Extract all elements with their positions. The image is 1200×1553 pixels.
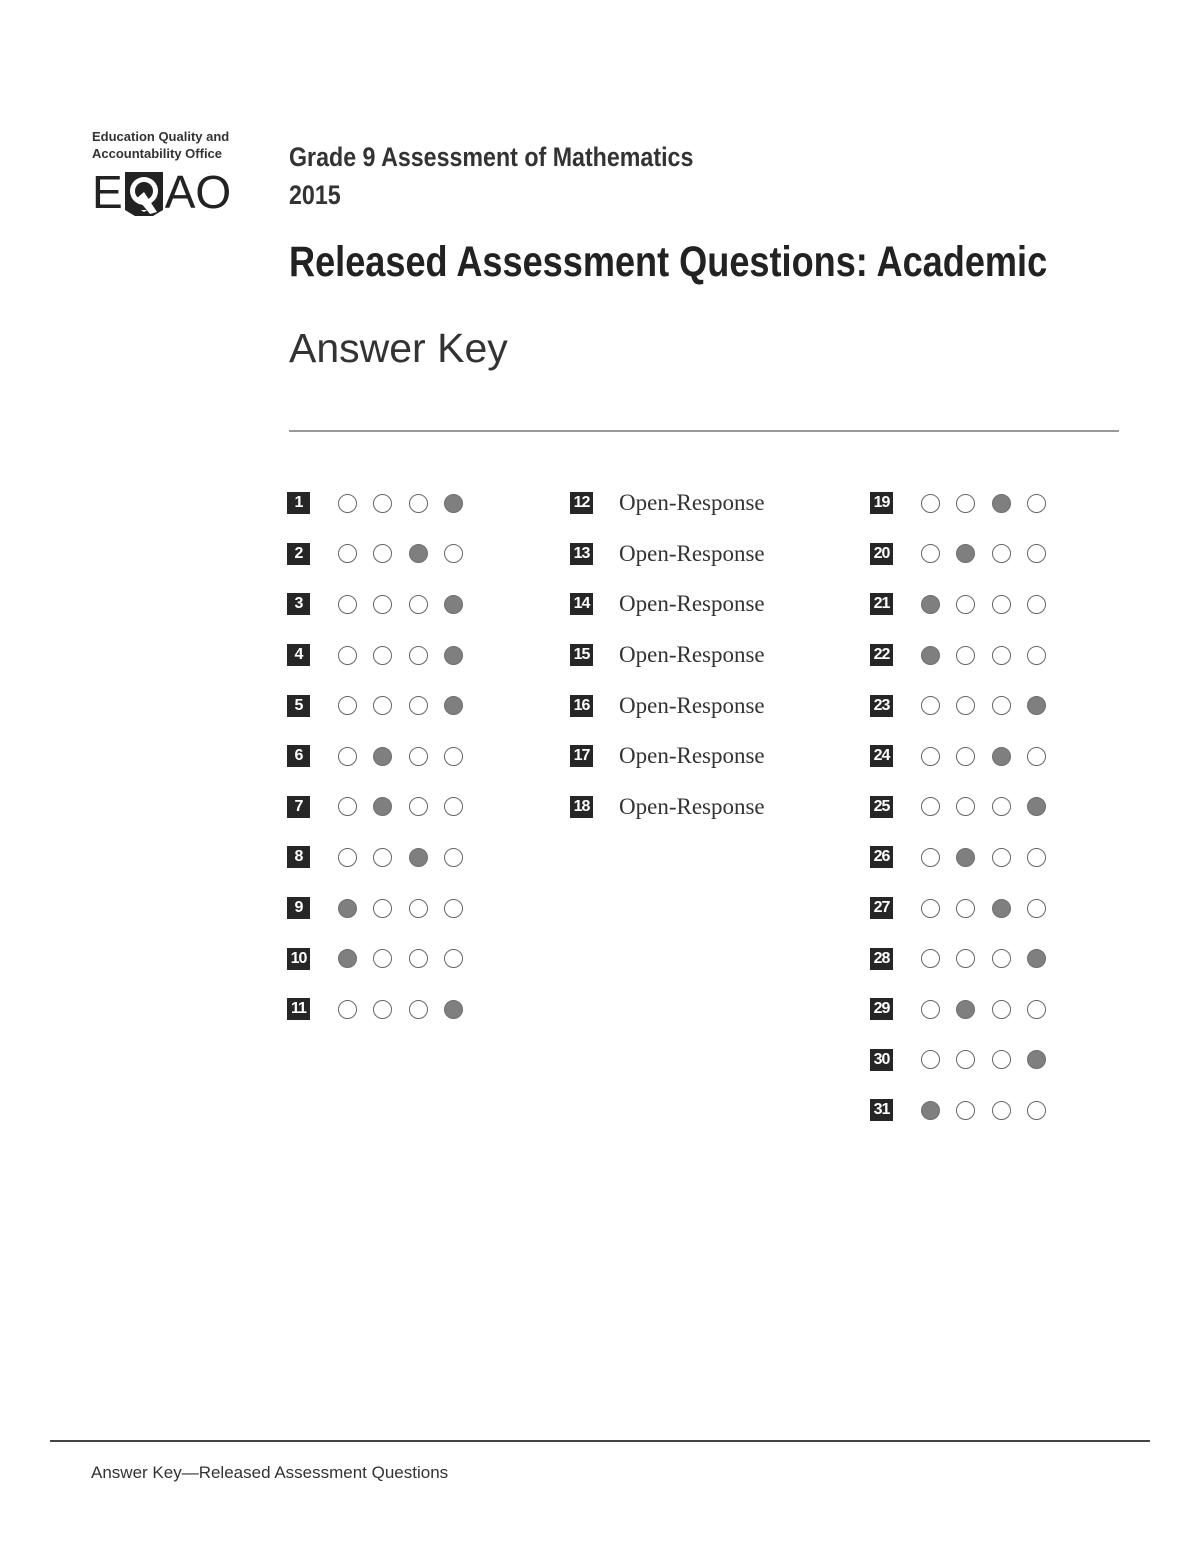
answer-bubble <box>338 646 357 665</box>
answer-bubble <box>409 1000 428 1019</box>
answer-row <box>870 1085 1062 1136</box>
answer-bubble <box>956 696 975 715</box>
answer-bubble <box>992 646 1011 665</box>
logo-wordmark <box>92 168 231 216</box>
answer-bubble <box>338 494 357 513</box>
answer-bubble <box>921 747 940 766</box>
answer-bubbles <box>921 1000 1062 1019</box>
answer-row <box>570 680 765 731</box>
answer-bubble <box>1027 494 1046 513</box>
answer-bubble <box>409 797 428 816</box>
answer-bubble <box>373 696 392 715</box>
question-number: 5 <box>287 695 310 717</box>
question-number: 24 <box>870 745 893 767</box>
question-number: 20 <box>870 543 893 565</box>
answer-bubble-filled <box>992 747 1011 766</box>
answer-bubble <box>956 899 975 918</box>
answer-bubbles <box>921 747 1062 766</box>
answer-bubble <box>1027 646 1046 665</box>
answer-bubble <box>992 696 1011 715</box>
answer-bubble <box>338 696 357 715</box>
open-response-label: Open-Response <box>619 540 765 566</box>
answer-row <box>287 478 479 529</box>
question-number: 22 <box>870 644 893 666</box>
answer-row <box>287 832 479 883</box>
page-title: Released Assessment Questions: Academic <box>289 238 1048 286</box>
answer-row <box>287 630 479 681</box>
answer-row <box>570 782 765 833</box>
answer-bubbles <box>338 595 479 614</box>
question-number: 1 <box>287 492 310 514</box>
answer-bubble <box>338 544 357 563</box>
answer-row <box>870 529 1062 580</box>
answer-bubble-filled <box>1027 696 1046 715</box>
assessment-subject: Grade 9 Assessment of Mathematics <box>289 142 694 172</box>
answer-bubble-filled <box>338 899 357 918</box>
question-number: 19 <box>870 492 893 514</box>
answer-bubbles <box>921 494 1062 513</box>
answer-bubble <box>992 848 1011 867</box>
logo-org-line1: Education Quality and <box>92 129 230 144</box>
open-response-label: Open-Response <box>619 692 765 718</box>
answer-bubble <box>956 1101 975 1120</box>
answer-bubble <box>409 494 428 513</box>
footer-text: Answer Key—Released Assessment Questions <box>91 1463 449 1482</box>
answer-row <box>870 782 1062 833</box>
answer-bubble <box>409 949 428 968</box>
answer-bubble-filled <box>921 1101 940 1120</box>
answer-bubble <box>992 1101 1011 1120</box>
answer-bubbles <box>338 949 479 968</box>
question-number: 16 <box>570 695 593 717</box>
open-response-label: Open-Response <box>619 793 765 819</box>
question-number: 26 <box>870 846 893 868</box>
answer-bubbles <box>338 848 479 867</box>
answer-bubble <box>921 1050 940 1069</box>
question-number: 28 <box>870 948 893 970</box>
answer-bubble-filled <box>373 797 392 816</box>
answer-column-3 <box>870 478 1062 1136</box>
answer-bubble-filled <box>444 646 463 665</box>
answer-bubble <box>373 494 392 513</box>
question-number: 13 <box>570 543 593 565</box>
answer-bubble <box>373 848 392 867</box>
answer-bubble <box>444 899 463 918</box>
answer-bubble-filled <box>444 494 463 513</box>
answer-bubble <box>373 1000 392 1019</box>
answer-bubble-filled <box>1027 949 1046 968</box>
answer-bubble <box>373 646 392 665</box>
answer-bubble <box>338 1000 357 1019</box>
answer-bubble-filled <box>921 646 940 665</box>
answer-bubble <box>444 848 463 867</box>
answer-bubble <box>338 595 357 614</box>
answer-bubble-filled <box>921 595 940 614</box>
open-response-label: Open-Response <box>619 490 765 516</box>
answer-bubble <box>956 595 975 614</box>
answer-row <box>287 731 479 782</box>
answer-bubble-filled <box>1027 797 1046 816</box>
answer-bubbles <box>921 646 1062 665</box>
answer-bubble <box>992 797 1011 816</box>
answer-row <box>287 782 479 833</box>
answer-bubble <box>921 797 940 816</box>
answer-bubble <box>992 595 1011 614</box>
answer-row <box>570 630 765 681</box>
question-number: 3 <box>287 593 310 615</box>
answer-bubble-filled <box>956 544 975 563</box>
answer-bubble <box>992 1050 1011 1069</box>
answer-bubbles <box>921 899 1062 918</box>
answer-bubble <box>956 949 975 968</box>
answer-row <box>287 529 479 580</box>
page-subtitle: Answer Key <box>289 325 508 371</box>
answer-bubbles <box>338 899 479 918</box>
answer-bubbles <box>921 1050 1062 1069</box>
question-number: 12 <box>570 492 593 514</box>
answer-bubble-filled <box>956 1000 975 1019</box>
answer-bubbles <box>921 1101 1062 1120</box>
answer-bubble <box>1027 848 1046 867</box>
logo-letter-e: E <box>92 166 123 218</box>
logo-org-line2: Accountability Office <box>92 146 223 161</box>
eqao-logo <box>92 128 262 223</box>
question-number: 15 <box>570 644 593 666</box>
answer-bubbles <box>338 544 479 563</box>
answer-bubble <box>921 949 940 968</box>
answer-bubble-filled <box>1027 1050 1046 1069</box>
answer-bubbles <box>338 1000 479 1019</box>
answer-row <box>870 1035 1062 1086</box>
answer-bubbles <box>338 797 479 816</box>
answer-bubble-filled <box>373 747 392 766</box>
answer-bubble-filled <box>992 899 1011 918</box>
answer-bubble <box>921 494 940 513</box>
answer-bubble <box>409 595 428 614</box>
question-number: 14 <box>570 593 593 615</box>
answer-row <box>287 883 479 934</box>
question-number: 17 <box>570 745 593 767</box>
logo-q-icon <box>123 168 165 216</box>
answer-bubble-filled <box>992 494 1011 513</box>
answer-bubble <box>921 544 940 563</box>
answer-bubble-filled <box>444 1000 463 1019</box>
answer-bubble <box>373 899 392 918</box>
question-number: 21 <box>870 593 893 615</box>
answer-row <box>870 680 1062 731</box>
question-number: 10 <box>287 948 310 970</box>
question-number: 25 <box>870 796 893 818</box>
answer-bubbles <box>921 848 1062 867</box>
answer-bubble-filled <box>409 544 428 563</box>
answer-bubble <box>992 1000 1011 1019</box>
answer-row <box>870 984 1062 1035</box>
question-number: 7 <box>287 796 310 818</box>
answer-row <box>870 933 1062 984</box>
answer-bubble <box>373 544 392 563</box>
answer-bubbles <box>921 696 1062 715</box>
question-number: 18 <box>570 796 593 818</box>
answer-row <box>870 579 1062 630</box>
answer-bubble <box>444 797 463 816</box>
answer-bubble <box>373 595 392 614</box>
answer-bubbles <box>921 949 1062 968</box>
answer-bubbles <box>338 494 479 513</box>
logo-letters-ao: AO <box>164 166 232 218</box>
answer-column-1 <box>287 478 479 1035</box>
answer-bubble <box>409 747 428 766</box>
question-number: 9 <box>287 897 310 919</box>
question-number: 31 <box>870 1099 893 1121</box>
answer-bubbles <box>921 797 1062 816</box>
answer-bubble-filled <box>444 595 463 614</box>
assessment-year: 2015 <box>289 180 341 210</box>
answer-bubbles <box>921 544 1062 563</box>
answer-bubble <box>1027 1000 1046 1019</box>
answer-row <box>287 984 479 1035</box>
answer-bubble <box>956 494 975 513</box>
answer-bubbles <box>921 595 1062 614</box>
answer-row <box>870 630 1062 681</box>
answer-bubble <box>338 747 357 766</box>
answer-bubble <box>921 696 940 715</box>
question-number: 6 <box>287 745 310 767</box>
answer-bubble <box>1027 899 1046 918</box>
answer-row <box>287 680 479 731</box>
answer-bubble <box>444 747 463 766</box>
answer-bubble <box>921 1000 940 1019</box>
answer-bubble <box>444 544 463 563</box>
answer-column-2 <box>570 478 765 832</box>
question-number: 11 <box>287 998 310 1020</box>
answer-bubbles <box>338 646 479 665</box>
answer-bubble <box>921 848 940 867</box>
answer-row <box>570 579 765 630</box>
answer-bubble <box>956 646 975 665</box>
open-response-label: Open-Response <box>619 743 765 769</box>
answer-bubble <box>956 1050 975 1069</box>
answer-bubble <box>956 747 975 766</box>
answer-bubble-filled <box>338 949 357 968</box>
answer-bubble <box>409 696 428 715</box>
answer-row <box>570 731 765 782</box>
answer-row <box>870 478 1062 529</box>
question-number: 29 <box>870 998 893 1020</box>
answer-bubble-filled <box>956 848 975 867</box>
answer-row <box>287 579 479 630</box>
answer-row <box>870 883 1062 934</box>
answer-bubble <box>444 949 463 968</box>
answer-row <box>870 832 1062 883</box>
answer-bubble <box>338 848 357 867</box>
answer-bubble <box>921 899 940 918</box>
footer-divider <box>50 1440 1150 1442</box>
answer-bubble <box>1027 544 1046 563</box>
answer-bubble <box>1027 747 1046 766</box>
answer-bubble-filled <box>444 696 463 715</box>
answer-bubbles <box>338 696 479 715</box>
answer-bubble <box>338 797 357 816</box>
answer-bubble <box>409 899 428 918</box>
open-response-label: Open-Response <box>619 591 765 617</box>
answer-bubble <box>373 949 392 968</box>
answer-row <box>570 478 765 529</box>
question-number: 27 <box>870 897 893 919</box>
question-number: 30 <box>870 1049 893 1071</box>
answer-bubble <box>409 646 428 665</box>
answer-bubble <box>992 544 1011 563</box>
question-number: 4 <box>287 644 310 666</box>
question-number: 8 <box>287 846 310 868</box>
answer-bubbles <box>338 747 479 766</box>
answer-row <box>570 529 765 580</box>
answer-bubble <box>1027 1101 1046 1120</box>
header-divider <box>289 430 1119 432</box>
answer-bubble <box>956 797 975 816</box>
answer-bubble <box>992 949 1011 968</box>
open-response-label: Open-Response <box>619 642 765 668</box>
answer-bubble <box>1027 595 1046 614</box>
answer-row <box>870 731 1062 782</box>
answer-row <box>287 933 479 984</box>
answer-bubble-filled <box>409 848 428 867</box>
question-number: 23 <box>870 695 893 717</box>
question-number: 2 <box>287 543 310 565</box>
